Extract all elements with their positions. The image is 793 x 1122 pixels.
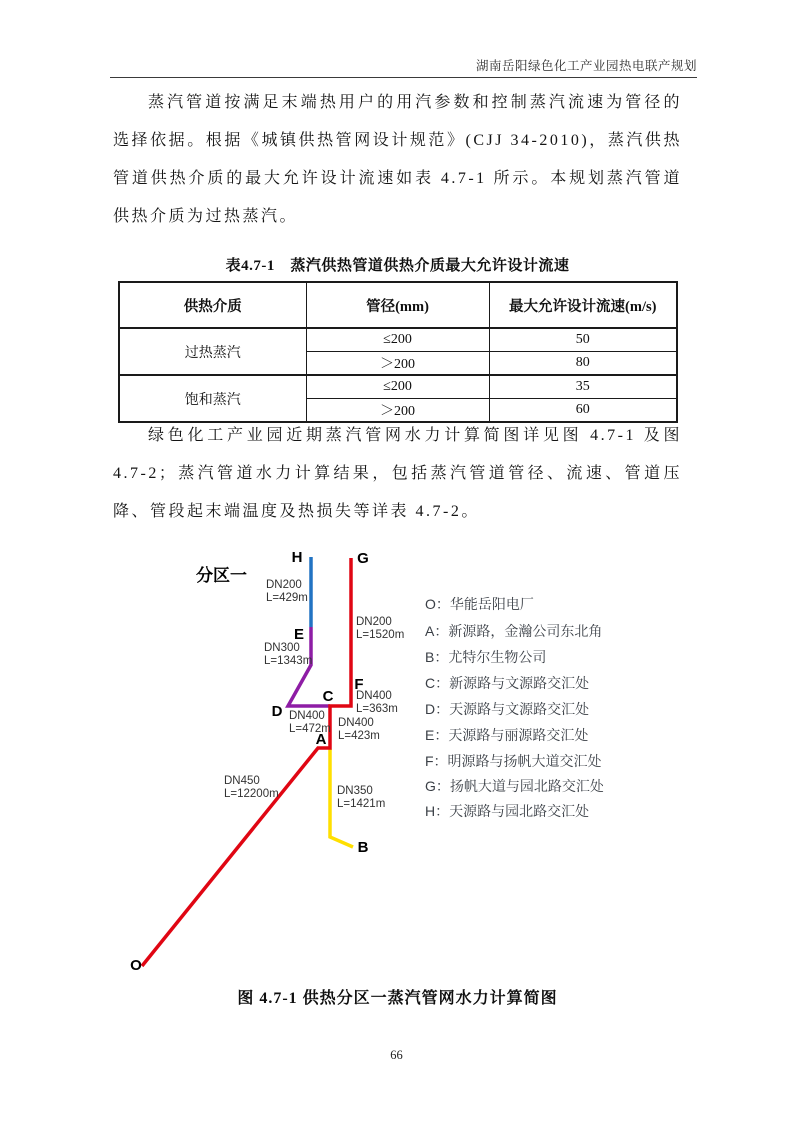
legend-item-o: O：华能岳阳电厂 — [425, 596, 534, 612]
header-diameter: 管径(mm) — [306, 282, 489, 328]
page-number: 66 — [390, 1048, 403, 1062]
segment-label-length: L=363m — [356, 703, 398, 715]
figure-caption: 图 4.7-1 供热分区一蒸汽管网水力计算简图 — [237, 990, 558, 1007]
legend-item-g: G：扬帆大道与园北路交汇处 — [425, 778, 604, 794]
node-label-b: B — [357, 839, 369, 856]
header-medium: 供热介质 — [119, 282, 306, 328]
cell-speed: 60 — [489, 399, 677, 423]
segment-label-length: L=423m — [338, 730, 380, 742]
legend-item-a: A：新源路，金瀚公司东北角 — [425, 623, 603, 639]
segment-label-length: L=12200m — [224, 788, 279, 800]
segment-label-dn: DN400 — [356, 690, 392, 702]
header-max-speed: 最大允许设计流速(m/s) — [489, 282, 677, 328]
segment-label-dn: DN300 — [264, 642, 300, 654]
table-row — [119, 328, 677, 352]
cell-medium-superheated: 过热蒸汽 — [119, 328, 306, 375]
pipe-segment-gfcao — [142, 558, 351, 966]
node-label-g: G — [357, 550, 369, 567]
node-label-e: E — [293, 626, 305, 643]
table-row — [119, 375, 677, 399]
node-label-o: O — [130, 957, 142, 974]
segment-label-length: L=1343m — [264, 655, 313, 667]
page-header-title: 湖南岳阳绿色化工产业园热电联产规划 — [110, 56, 697, 78]
paragraph-hydraulic-calculation: 绿色化工产业园近期蒸汽管网水力计算简图详见图 4.7-1 及图 4.7-2；蒸汽管道水力计算结果，包括蒸汽管道管径、流速、管道压降、管段起末端温度及热损失等详表 4.7-2。 — [113, 427, 682, 520]
node-label-a: A — [315, 731, 327, 748]
cell-diameter: ≤200 — [306, 328, 489, 352]
segment-label-dn: DN400 — [338, 717, 374, 729]
cell-diameter: ＞200 — [306, 352, 489, 376]
paragraph-steam-pipe-criteria: 蒸汽管道按满足末端热用户的用汽参数和控制蒸汽流速为管径的选择依据。根据《城镇供热管网设计规范》(CJJ 34-2010)，蒸汽供热管道供热介质的最大允许设计流速如表 4.7-1 所示。本规划蒸汽管道供热介质为过热蒸汽。 — [113, 94, 682, 225]
cell-diameter: ≤200 — [306, 375, 489, 399]
segment-label-dn: DN200 — [356, 616, 392, 628]
cell-speed: 80 — [489, 352, 677, 376]
node-label-f: F — [354, 676, 364, 693]
legend-item-d: D：天源路与文源路交汇处 — [425, 701, 590, 717]
segment-label-length: L=1421m — [337, 798, 386, 810]
legend-item-h: H：天源路与园北路交汇处 — [425, 803, 590, 819]
node-label-d: D — [271, 703, 283, 720]
cell-diameter: ＞200 — [306, 399, 489, 423]
segment-label-length: L=429m — [266, 592, 308, 604]
table-title: 表4.7-1 蒸汽供热管道供热介质最大允许设计流速 — [225, 258, 570, 274]
pipe-network-diagram — [0, 540, 793, 985]
zone-label: 分区一 — [196, 566, 247, 585]
table-header-row — [119, 282, 677, 328]
segment-label-dn: DN400 — [289, 710, 325, 722]
segment-label-length: L=1520m — [356, 629, 405, 641]
legend-item-f: F：明源路与扬帆大道交汇处 — [425, 753, 602, 769]
legend-item-b: B：尤特尔生物公司 — [425, 649, 547, 665]
segment-label-dn: DN450 — [224, 775, 260, 787]
cell-speed: 50 — [489, 328, 677, 352]
node-label-h: H — [291, 549, 303, 566]
segment-label-dn: DN200 — [266, 579, 302, 591]
legend-item-c: C：新源路与文源路交汇处 — [425, 675, 590, 691]
segment-label-dn: DN350 — [337, 785, 373, 797]
flow-speed-table — [118, 281, 678, 423]
cell-speed: 35 — [489, 375, 677, 399]
cell-medium-saturated: 饱和蒸汽 — [119, 375, 306, 422]
node-label-c: C — [322, 688, 334, 705]
segment-label-length: L=472m — [289, 723, 331, 735]
legend-item-e: E：天源路与丽源路交汇处 — [425, 727, 589, 743]
